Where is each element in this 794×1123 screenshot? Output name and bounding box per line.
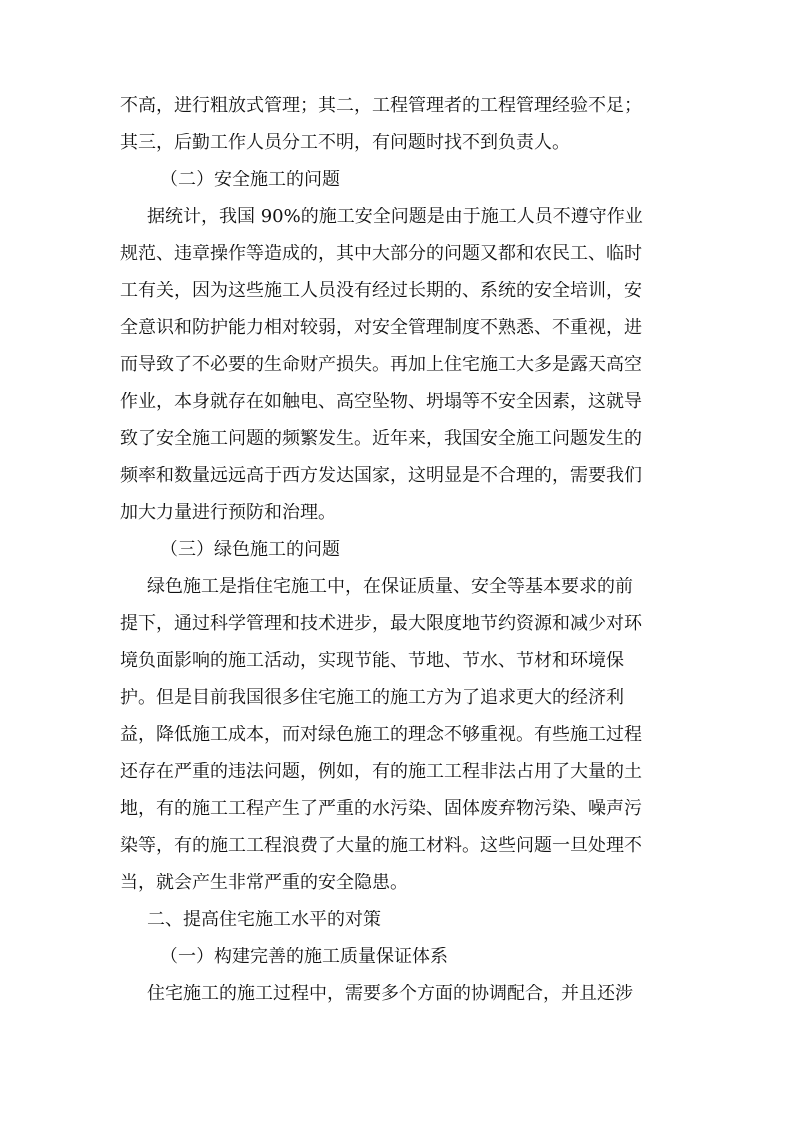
paragraph-line: 致了安全施工问题的频繁发生。近年来，我国安全施工问题发生的: [120, 429, 642, 449]
paragraph-line: 全意识和防护能力相对较弱，对安全管理制度不熟悉、不重视，进: [120, 318, 642, 338]
paragraph-line: 护。但是目前我国很多住宅施工的施工方为了追求更大的经济利: [120, 688, 624, 708]
paragraph-line: 不高，进行粗放式管理；其二，工程管理者的工程管理经验不足；: [120, 96, 642, 116]
section-heading-quality-system: （一）构建完善的施工质量保证体系: [160, 947, 448, 967]
paragraph-line: 而导致了不必要的生命财产损失。再加上住宅施工大多是露天高空: [120, 355, 642, 375]
paragraph-line: 住宅施工的施工过程中，需要多个方面的协调配合，并且还涉: [147, 984, 633, 1004]
paragraph-line: 其三，后勤工作人员分工不明，有问题时找不到负责人。: [120, 133, 570, 153]
paragraph-line: 当，就会产生非常严重的安全隐患。: [120, 873, 408, 893]
paragraph-line: 还存在严重的违法问题，例如，有的施工工程非法占用了大量的土: [120, 762, 642, 782]
paragraph-line: 作业，本身就存在如触电、高空坠物、坍塌等不安全因素，这就导: [120, 392, 642, 412]
paragraph-line: 工有关，因为这些施工人员没有经过长期的、系统的安全培训，安: [120, 281, 642, 301]
paragraph-line: 境负面影响的施工活动，实现节能、节地、节水、节材和环境保: [120, 651, 624, 671]
paragraph-line: 频率和数量远远高于西方发达国家，这明显是不合理的，需要我们: [120, 466, 642, 486]
paragraph-line: 绿色施工是指住宅施工中，在保证质量、安全等基本要求的前: [147, 577, 633, 597]
paragraph-line: 据统计，我国 90%的施工安全问题是由于施工人员不遵守作业: [147, 207, 643, 227]
main-heading-countermeasures: 二、提高住宅施工水平的对策: [147, 910, 381, 930]
section-heading-safety: （二）安全施工的问题: [160, 170, 340, 190]
paragraph-line: 规范、违章操作等造成的，其中大部分的问题又都和农民工、临时: [120, 244, 642, 264]
section-heading-green: （三）绿色施工的问题: [160, 540, 340, 560]
paragraph-line: 加大力量进行预防和治理。: [120, 503, 336, 523]
paragraph-line: 染等，有的施工工程浪费了大量的施工材料。这些问题一旦处理不: [120, 836, 642, 856]
paragraph-line: 提下，通过科学管理和技术进步，最大限度地节约资源和减少对环: [120, 614, 642, 634]
paragraph-line: 益，降低施工成本，而对绿色施工的理念不够重视。有些施工过程: [120, 725, 642, 745]
paragraph-line: 地，有的施工工程产生了严重的水污染、固体废弃物污染、噪声污: [120, 799, 642, 819]
